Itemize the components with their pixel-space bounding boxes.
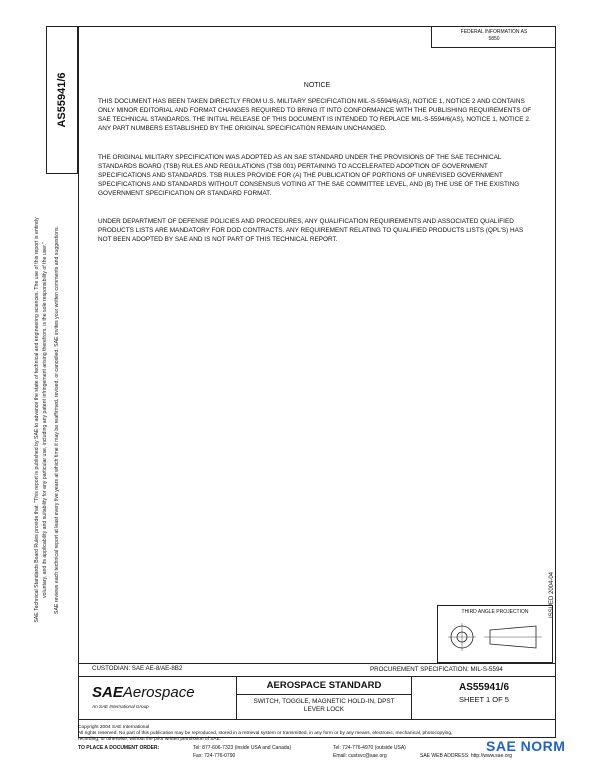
policy-line-1: SAE Technical Standards Board Rules provide that: "This report is published by SAE to advance the state of technical and engineering sciences. The use of this report is entirely [34, 217, 40, 623]
email: Email: custsvc@sae.org [333, 753, 387, 759]
policy-line-2: voluntary, and its applicability and suitability for any particular use, including any patent infringement arising therefrom, is the sole responsibility of the user." [42, 242, 48, 598]
third-angle-projection-box [437, 605, 553, 663]
rights-line-1: All rights reserved. No part of this publication may be reproduced, stored in a retrieval system or transmitted, in any form or by any means, electronic, mechanical, photocopying, [78, 731, 453, 736]
doc-number: AS55941/6 [458, 682, 510, 693]
sae-tagline: An SAE International Group [92, 704, 149, 709]
notice-paragraph-2: THE ORIGINAL MILITARY SPECIFICATION WAS ADOPTED AS AN SAE STANDARD UNDER THE PROVISIONS OF THE SAE TECHNICAL STANDARDS BOARD (TSB) RULES AND REGULATIONS (TSB 001) PERTAINING TO ACCELERATED ADOPTION OF GOVERNMENT SPECIFICATIONS AND STANDARDS. TSB RULES PROVIDE FOR (A) THE PUBLICATION OF PORTIONS OF UNREVISED GOVERNMENT SPECIFICATIONS AND STANDARDS WITHOUT CONSENSUS VOTING AT THE SAE COMMITTEE LEVEL, AND (B) THE USE OF THE EXISTING GOVERNMENT SPECIFICATION OR STANDARD FORMAT. [98, 154, 520, 197]
third-angle-label: THIRD ANGLE PROJECTION [461, 609, 529, 615]
custodian: CUSTODIAN: SAE AE-8/AE-8B2 [92, 665, 183, 672]
tel-us: Tel: 877-606-7323 (inside USA and Canada) [193, 745, 292, 751]
fax: Fax: 724-776-0790 [193, 753, 236, 759]
order-label: TO PLACE A DOCUMENT ORDER: [78, 745, 160, 751]
standard-title: AEROSPACE STANDARD [237, 676, 411, 695]
notice-paragraph-3: UNDER DEPARTMENT OF DEFENSE POLICIES AND PROCEDURES, ANY QUALIFICATION REQUIREMENTS AND ASSOCIATED QUALIFIED PRODUCTS LISTS ARE MANDATORY FOR DOD CONTRACTS. ANY REQUIREMENT RELATING TO QUALIFIED PRODUCTS LISTS (QPL'S) HAS NOT BEEN ADOPTED BY SAE AND IS NOT PART OF THIS TECHNICAL REPORT. [98, 218, 524, 243]
web-address[interactable]: SAE WEB ADDRESS: http://www.sae.org [420, 753, 512, 759]
issued-date: ISSUED 2004-04 [549, 571, 555, 619]
tel-intl: Tel: 724-776-4970 (outside USA) [333, 745, 406, 751]
third-angle-projection-icon [438, 615, 552, 657]
custodian-row [78, 663, 556, 673]
doc-number-box [412, 676, 556, 720]
policy-line-3: SAE reviews each technical report at least every five years at which time it may be reaffirmed, revised, or cancelled. SAE invites your written comments and suggestions. [54, 226, 60, 614]
standard-subtitle-1: SWITCH, TOGGLE, MAGNETIC HOLD-IN, DPST [253, 698, 395, 705]
notice-paragraph-1: THIS DOCUMENT HAS BEEN TAKEN DIRECTLY FROM U.S. MILITARY SPECIFICATION MIL-S-5594/6(AS), NOTICE 1, NOTICE 2 AND CONTAINS ONLY MINOR EDITORIAL AND FORMAT CHANGES REQUIRED TO BRING IT INTO CONFORMANCE WITH THE PUBLISHING REQUIREMENTS OF SAE TECHNICAL STANDARDS. THE INITIAL RELEASE OF THIS DOCUMENT IS INTENDED TO REPLACE MIL-S-5594/6(AS), NOTICE 1, NOTICE 2. ANY PART NUMBERS ESTABLISHED BY THE ORIGINAL SPECIFICATION REMAIN UNCHANGED. [98, 98, 532, 132]
rights-line-2: recording, or otherwise, without the prior written permission of SAE. [78, 737, 222, 742]
sae-word: Aerospace [122, 684, 195, 701]
doc-id-cell: FEDERAL INFORMATION AS 5850 [431, 26, 556, 48]
standard-subtitle-2: LEVER LOCK [303, 706, 345, 713]
notice-title: NOTICE [303, 82, 331, 89]
sae-aerospace-logo [92, 684, 195, 701]
sae-brand: SAE [92, 684, 123, 701]
watermark: SAE NORM [486, 738, 566, 754]
standard-title-box [236, 676, 412, 720]
copyright: Copyright 2004 SAE International [78, 725, 150, 730]
procurement-spec: PROCUREMENT SPECIFICATION: MIL-S-5594 [370, 666, 503, 673]
vertical-doc-id: AS55941/6 [56, 72, 68, 128]
sheet-number: SHEET 1 OF 5 [459, 695, 509, 704]
